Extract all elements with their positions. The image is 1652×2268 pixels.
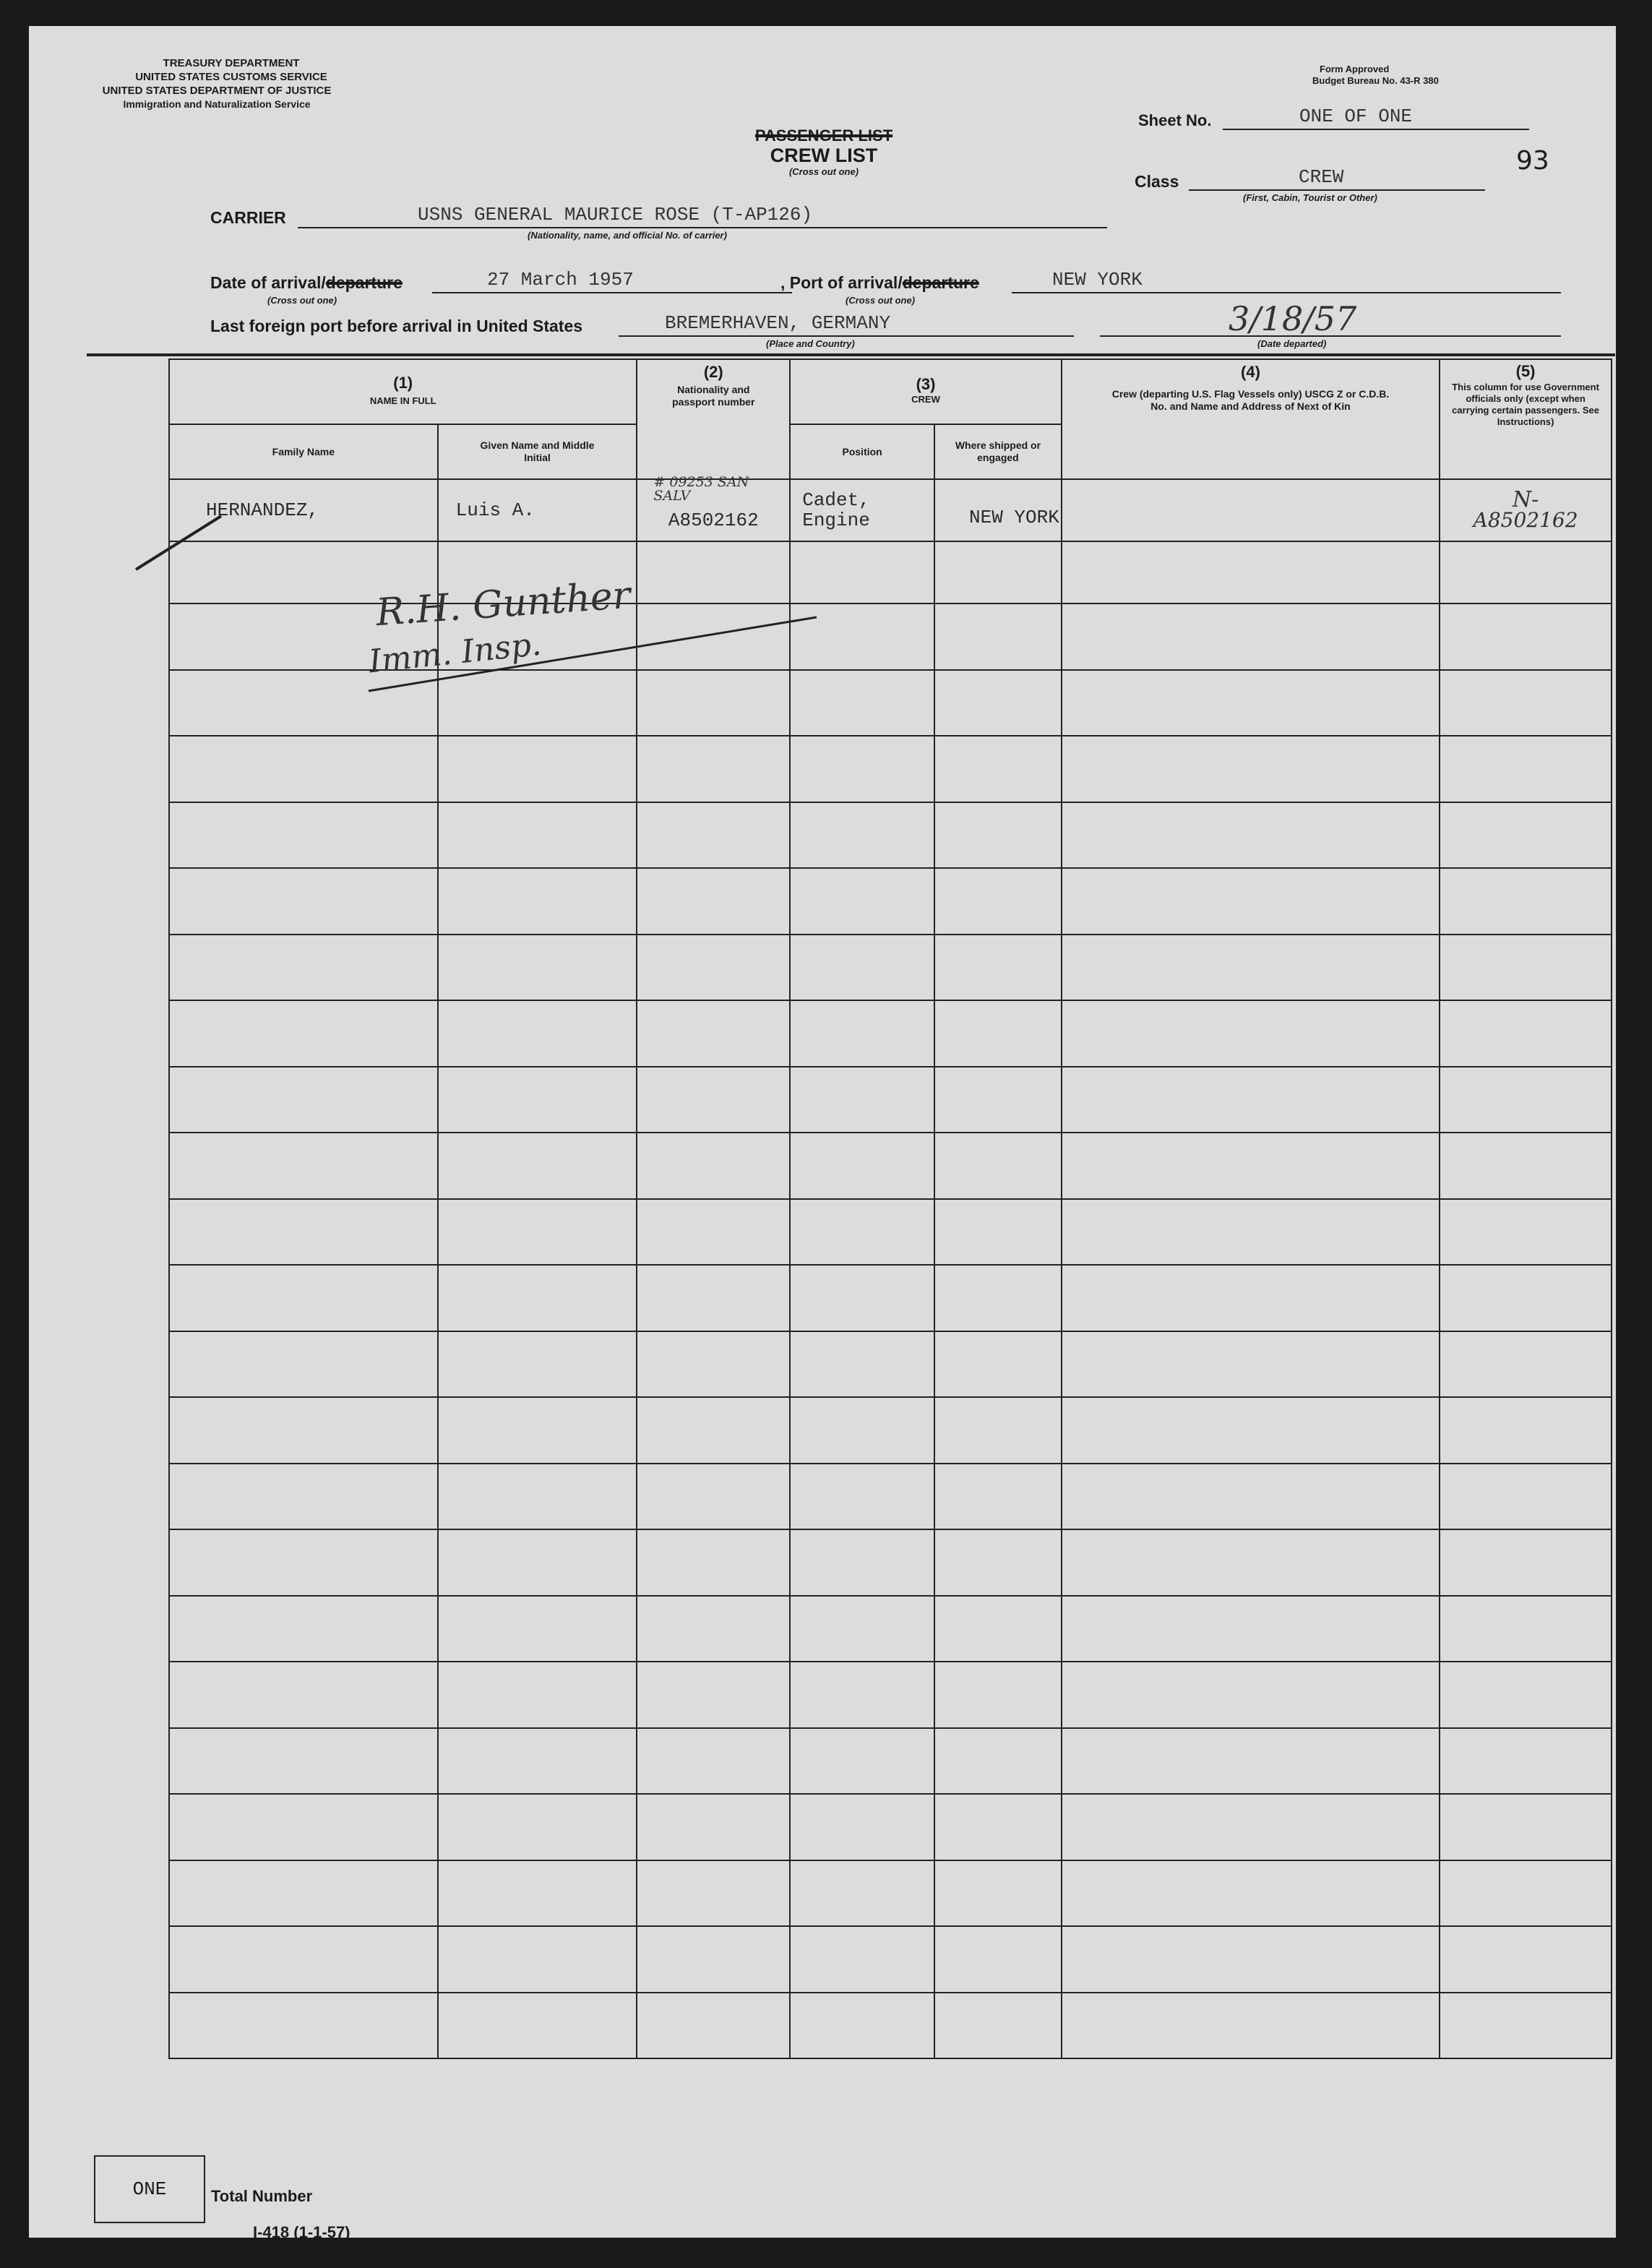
empty-cell [169, 1067, 438, 1133]
empty-cell [790, 1133, 934, 1199]
form-approved-text: Form Approved [1320, 64, 1390, 74]
empty-cell [438, 1265, 637, 1331]
empty-cell [1440, 1000, 1612, 1067]
empty-cell [1440, 1662, 1612, 1728]
empty-cell [438, 1331, 637, 1398]
col5-title: This column for use Government officials only (except when carrying certain passengers. See Instructions) [1452, 382, 1599, 427]
empty-cell [438, 1199, 637, 1266]
col4-header [1062, 359, 1440, 479]
carrier-underline [298, 227, 1107, 228]
empty-cell [637, 1860, 790, 1927]
col4-number: (4) [1241, 363, 1260, 381]
empty-cell [1062, 1993, 1440, 2059]
col5-header [1440, 359, 1612, 479]
port-arrival-label [780, 273, 979, 293]
empty-cell [169, 1133, 438, 1199]
empty-cell [438, 1860, 637, 1927]
empty-cell [637, 1067, 790, 1133]
total-label: Total Number [211, 2187, 313, 2205]
last-port-note: (Place and Country) [766, 338, 855, 349]
empty-cell [1440, 1860, 1612, 1927]
table-row-empty [169, 1794, 1612, 1860]
passport-cell [637, 474, 790, 541]
table-row-empty [169, 1133, 1612, 1199]
empty-cell [637, 1133, 790, 1199]
empty-cell [934, 1199, 1062, 1266]
empty-cell [790, 868, 934, 935]
empty-cell [438, 1133, 637, 1199]
page-number: 93 [1516, 146, 1549, 176]
col3-header [790, 359, 1062, 424]
col1a-header: Family Name [169, 424, 438, 479]
empty-cell [1440, 1596, 1612, 1662]
signature-line-1: R.H. Gunther [374, 573, 632, 635]
empty-cell [637, 736, 790, 802]
table-row-empty [169, 736, 1612, 802]
empty-cell [1062, 1860, 1440, 1927]
empty-cell [637, 1926, 790, 1993]
table-row-empty [169, 1067, 1612, 1133]
empty-cell [438, 1728, 637, 1795]
sheet-value: ONE OF ONE [1299, 106, 1413, 127]
kin-cell [1062, 479, 1440, 541]
agency-line: TREASURY DEPARTMENT [163, 57, 300, 69]
empty-cell [934, 670, 1062, 736]
form-number: I-418 (1-1-57) [253, 2223, 350, 2241]
empty-cell [934, 802, 1062, 869]
empty-cell [1440, 935, 1612, 1001]
empty-cell [934, 603, 1062, 670]
empty-cell [169, 736, 438, 802]
col2-header [637, 359, 790, 479]
empty-cell [1062, 1596, 1440, 1662]
empty-cell [169, 1331, 438, 1398]
date-departed-note: (Date departed) [1257, 338, 1327, 349]
empty-cell [934, 935, 1062, 1001]
empty-cell [438, 1596, 637, 1662]
empty-cell [790, 1265, 934, 1331]
list-title-note: (Cross out one) [788, 166, 859, 177]
empty-cell [934, 1529, 1062, 1596]
empty-cell [1440, 736, 1612, 802]
table-row-empty [169, 1397, 1612, 1464]
date-underline [432, 292, 792, 293]
empty-cell [637, 1728, 790, 1795]
empty-cell [438, 1993, 637, 2059]
empty-cell [790, 736, 934, 802]
col1-header [169, 359, 637, 424]
empty-cell [1062, 1265, 1440, 1331]
empty-cell [1062, 1728, 1440, 1795]
sheet-underline [1223, 129, 1529, 130]
date-note: (Cross out one) [267, 295, 337, 306]
form-approval [1312, 64, 1439, 87]
empty-cell [438, 1000, 637, 1067]
carrier-label: CARRIER [210, 208, 286, 227]
last-port-value: BREMERHAVEN, GERMANY [665, 312, 891, 334]
empty-cell [1440, 1067, 1612, 1133]
empty-cell [1440, 1529, 1612, 1596]
empty-cell [1062, 603, 1440, 670]
empty-cell [934, 1133, 1062, 1199]
empty-cell [790, 1926, 934, 1993]
empty-cell [790, 935, 934, 1001]
col3a-header: Position [790, 424, 934, 479]
empty-cell [1440, 603, 1612, 670]
empty-cell [1440, 1728, 1612, 1795]
empty-cell [790, 1067, 934, 1133]
empty-cell [169, 935, 438, 1001]
carrier-note: (Nationality, name, and official No. of carrier) [528, 230, 727, 241]
empty-cell [637, 1529, 790, 1596]
agency-line: Immigration and Naturalization Service [123, 98, 311, 110]
empty-cell [169, 1662, 438, 1728]
port-underline [1012, 292, 1561, 293]
empty-cell [169, 1000, 438, 1067]
passport-number: A8502162 [668, 510, 759, 531]
table-row-empty [169, 935, 1612, 1001]
position-line-1: Cadet, [802, 489, 870, 511]
empty-cell [438, 1926, 637, 1993]
empty-cell [637, 541, 790, 603]
port-arrival-text: , Port of arrival/ [780, 273, 903, 292]
table-row-empty [169, 1000, 1612, 1067]
last-port-underline [619, 335, 1074, 337]
empty-cell [1062, 1067, 1440, 1133]
empty-cell [790, 1794, 934, 1860]
table-row-empty [169, 868, 1612, 935]
empty-cell [790, 1464, 934, 1530]
empty-cell [438, 868, 637, 935]
date-departed-value: 3/18/57 [1229, 299, 1357, 338]
official-passport-handwritten: A8502162 [1473, 508, 1578, 532]
date-arrival-value: 27 March 1957 [487, 269, 634, 291]
empty-cell [438, 802, 637, 869]
empty-cell [1440, 868, 1612, 935]
empty-cell [1440, 1993, 1612, 2059]
empty-cell [934, 1993, 1062, 2059]
empty-cell [1062, 736, 1440, 802]
empty-cell [438, 1662, 637, 1728]
empty-cell [934, 1265, 1062, 1331]
list-title-block [679, 127, 968, 177]
empty-cell [790, 1993, 934, 2059]
empty-cell [637, 1397, 790, 1464]
table-row-empty [169, 1728, 1612, 1795]
empty-cell [438, 1529, 637, 1596]
shipped-cell: NEW YORK [934, 479, 1062, 541]
empty-cell [1440, 1794, 1612, 1860]
empty-cell [169, 1926, 438, 1993]
empty-cell [1440, 1199, 1612, 1266]
date-arrival-text: Date of arrival/ [210, 273, 326, 292]
empty-cell [934, 1728, 1062, 1795]
empty-cell [934, 1464, 1062, 1530]
empty-cell [934, 1926, 1062, 1993]
empty-cell [438, 1397, 637, 1464]
empty-cell [169, 1860, 438, 1927]
empty-cell [790, 1000, 934, 1067]
empty-cell [1062, 1331, 1440, 1398]
class-note: (First, Cabin, Tourist or Other) [1243, 192, 1377, 203]
col3-title: CREW [911, 394, 940, 405]
empty-cell [438, 1464, 637, 1530]
col5-number: (5) [1515, 362, 1536, 380]
empty-cell [1062, 1464, 1440, 1530]
class-value: CREW [1299, 166, 1344, 188]
document-page [29, 26, 1616, 2241]
empty-cell [169, 1596, 438, 1662]
empty-cell [1062, 1926, 1440, 1993]
table-row-empty [169, 1199, 1612, 1266]
position-cell [790, 479, 934, 541]
table-row-empty [169, 1662, 1612, 1728]
empty-cell [934, 1860, 1062, 1927]
empty-cell [637, 1993, 790, 2059]
empty-cell [438, 736, 637, 802]
empty-cell [790, 1199, 934, 1266]
agency-line: UNITED STATES CUSTOMS SERVICE [135, 71, 327, 83]
table-row-empty [169, 1860, 1612, 1927]
class-label: Class [1135, 172, 1179, 191]
empty-cell [934, 1000, 1062, 1067]
empty-cell [1440, 1133, 1612, 1199]
col4-title: Crew (departing U.S. Flag Vessels only) USCG Z or C.D.B. No. and Name and Address of Next of Kin [1111, 388, 1390, 412]
empty-cell [934, 541, 1062, 603]
empty-cell [1440, 670, 1612, 736]
empty-cell [169, 1199, 438, 1266]
empty-cell [934, 1067, 1062, 1133]
col3b-header: Where shipped or engaged [934, 424, 1062, 479]
empty-cell [790, 1397, 934, 1464]
empty-cell [1062, 1000, 1440, 1067]
passenger-list-struck: PASSENGER LIST [754, 126, 893, 145]
class-underline [1189, 189, 1485, 191]
empty-cell [637, 1794, 790, 1860]
table-row-empty [169, 1993, 1612, 2059]
table-row-empty [169, 1596, 1612, 1662]
agency-block [87, 56, 347, 111]
empty-cell [637, 1464, 790, 1530]
empty-cell [1062, 1794, 1440, 1860]
table-row-empty [169, 802, 1612, 869]
official-mark: N- [1512, 487, 1539, 512]
port-departure-struck: departure [902, 273, 979, 292]
empty-cell [934, 736, 1062, 802]
signature-strike-icon [361, 611, 824, 698]
empty-cell [1062, 1529, 1440, 1596]
empty-cell [790, 1662, 934, 1728]
empty-cell [1062, 541, 1440, 603]
empty-cell [637, 1265, 790, 1331]
empty-cell [637, 1000, 790, 1067]
crew-list-title: CREW LIST [770, 145, 878, 166]
empty-cell [1062, 1397, 1440, 1464]
empty-cell [169, 1464, 438, 1530]
date-arrival-label [210, 273, 403, 293]
empty-cell [1062, 670, 1440, 736]
empty-cell [934, 868, 1062, 935]
empty-cell [637, 1662, 790, 1728]
empty-cell [169, 868, 438, 935]
empty-cell [1062, 1662, 1440, 1728]
total-box [94, 2155, 205, 2223]
table-row-empty [169, 1529, 1612, 1596]
carrier-value: USNS GENERAL MAURICE ROSE (T-AP126) [418, 204, 813, 225]
col1b-header: Given Name and Middle Initial [438, 424, 637, 479]
table-row-empty [169, 1926, 1612, 1993]
official-cell [1440, 479, 1612, 541]
empty-cell [637, 1199, 790, 1266]
empty-cell [790, 1728, 934, 1795]
empty-cell [790, 802, 934, 869]
empty-cell [637, 802, 790, 869]
empty-cell [1062, 1199, 1440, 1266]
empty-cell [1062, 935, 1440, 1001]
empty-cell [1062, 1133, 1440, 1199]
empty-cell [169, 1728, 438, 1795]
col1-title: NAME IN FULL [369, 395, 436, 406]
col3-number: (3) [916, 375, 936, 393]
empty-cell [934, 1397, 1062, 1464]
date-departed-underline [1100, 335, 1561, 337]
header-rule [87, 353, 1615, 356]
nationality-handwritten: # 09253 SAN SALV [653, 474, 749, 504]
port-note: (Cross out one) [846, 295, 916, 306]
family-name-cell: HERNANDEZ, [169, 479, 438, 541]
empty-cell [438, 1794, 637, 1860]
position-line-2: Engine [802, 510, 870, 531]
table-row [169, 479, 1612, 541]
empty-cell [1440, 541, 1612, 603]
empty-cell [169, 1993, 438, 2059]
date-departure-struck: departure [325, 273, 403, 292]
last-port-label: Last foreign port before arrival in United States [210, 317, 583, 335]
table-row-empty [169, 1331, 1612, 1398]
empty-cell [438, 1067, 637, 1133]
empty-cell [934, 1596, 1062, 1662]
empty-cell [1440, 1331, 1612, 1398]
col1-number: (1) [393, 374, 413, 392]
empty-cell [790, 1596, 934, 1662]
total-value: ONE [132, 2178, 167, 2200]
empty-cell [1062, 802, 1440, 869]
empty-cell [790, 1331, 934, 1398]
empty-cell [934, 1662, 1062, 1728]
col2-title: Nationality and passport number [672, 384, 755, 408]
empty-cell [169, 802, 438, 869]
budget-bureau-text: Budget Bureau No. 43-R 380 [1312, 75, 1439, 86]
empty-cell [438, 935, 637, 1001]
empty-cell [169, 1529, 438, 1596]
empty-cell [934, 1331, 1062, 1398]
col2-number: (2) [703, 363, 723, 381]
empty-cell [1440, 1926, 1612, 1993]
table-row-empty [169, 1464, 1612, 1530]
empty-cell [1062, 868, 1440, 935]
port-arrival-value: NEW YORK [1052, 269, 1143, 291]
empty-cell [1440, 802, 1612, 869]
empty-cell [637, 1331, 790, 1398]
empty-cell [1440, 1265, 1612, 1331]
empty-cell [934, 1794, 1062, 1860]
sheet-label: Sheet No. [1138, 111, 1212, 129]
empty-cell [637, 868, 790, 935]
agency-line: UNITED STATES DEPARTMENT OF JUSTICE [102, 85, 332, 97]
empty-cell [169, 1397, 438, 1464]
empty-cell [637, 935, 790, 1001]
empty-cell [790, 1529, 934, 1596]
given-name-cell: Luis A. [438, 479, 637, 541]
empty-cell [790, 541, 934, 603]
signature-line-2: Imm. Insp. [366, 625, 543, 681]
empty-cell [169, 1265, 438, 1331]
check-mark-icon [134, 512, 228, 572]
empty-cell [637, 1596, 790, 1662]
table-header-row [169, 359, 1612, 424]
empty-cell [790, 1860, 934, 1927]
empty-cell [1440, 1397, 1612, 1464]
table-row-empty [169, 1265, 1612, 1331]
empty-cell [169, 1794, 438, 1860]
empty-cell [1440, 1464, 1612, 1530]
